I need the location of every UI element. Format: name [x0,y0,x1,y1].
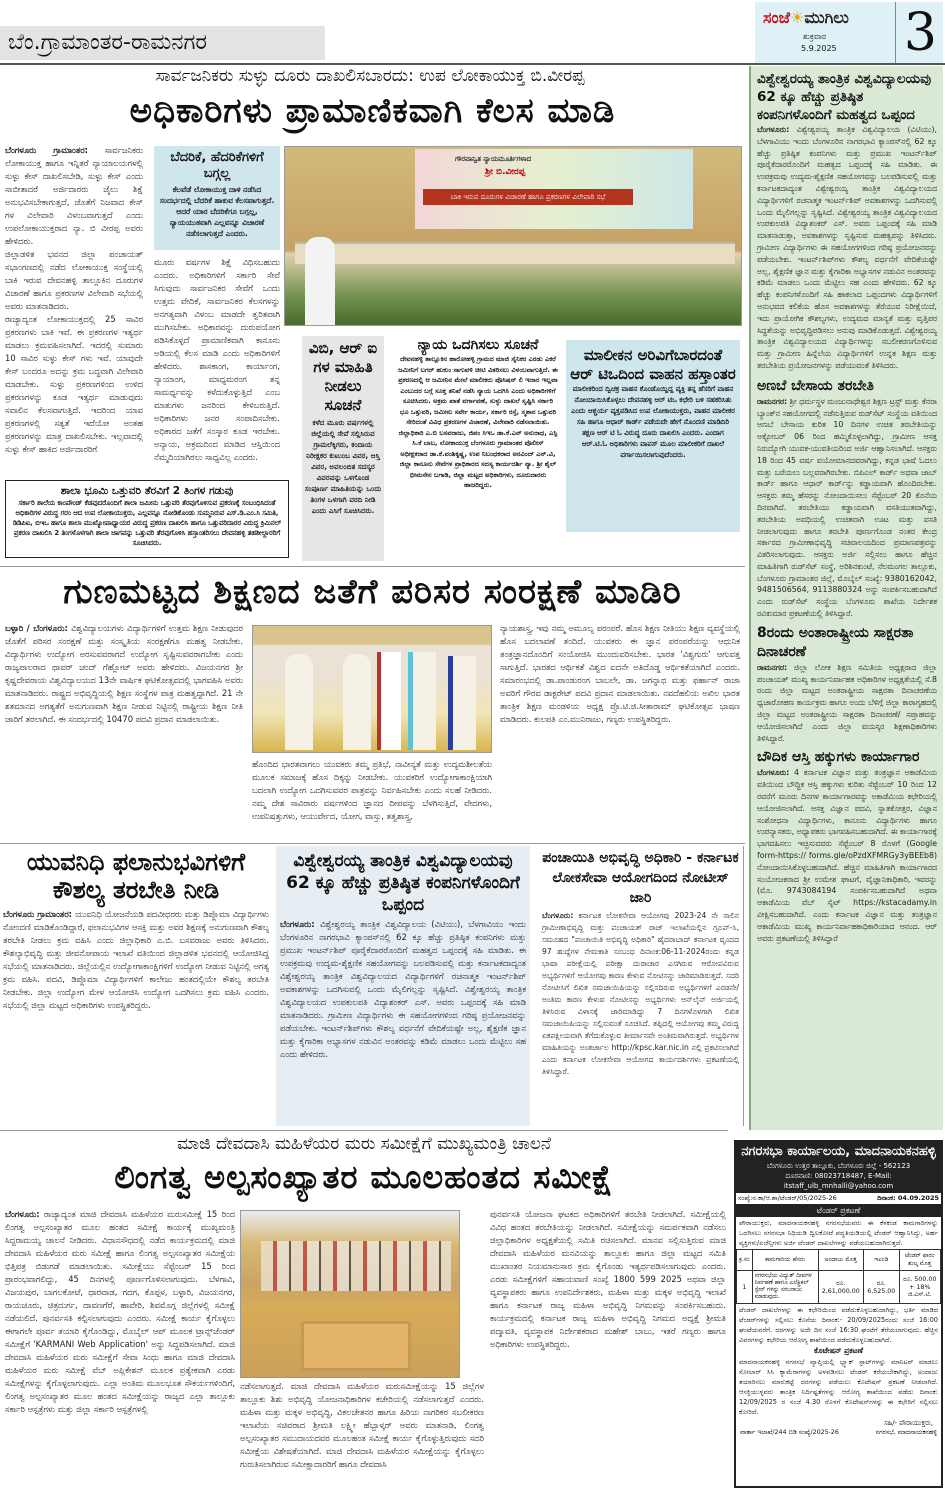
table-header: ಕ್ರ.ಸಂ [737,1250,753,1271]
school-box-text: ಸರ್ಕಾರಿ ಶಾಲೆಯ ಕಾಂಪೌಂಡ್ ಕೆಡವುದರೊಂದಿಗೆ ಶಾಲಾ ಜಮೀನು ಒತ್ತುವರಿ ತೆರವುಗೊಳಿಸುವ ಪ್ರಕರಣಕ್ಕೆ ಸಂಬಂಧಿಸಿದಂತೆ ಅಧಿಕಾರಿಗಳ ವಿರುದ್ಧ ಗರಂ ಆದ ಉಪ ಲೋಕಾಯುಕ್ತರು, ಎಲ್ಲವನ್ನೂ ನೋಡಿಕೊಂಡು ಸುಮ್ಮನಿರುವ ಎಸ್.ಡಿ.ಎಂ.ಸಿ ಸಮಿತಿ, ಡಿಡಿಪಿಐ, ಬಿಇಒ ಹಾಗೂ ಶಾಲಾ ಮುಖ್ಯೋಪಾಧ್ಯಾಯರ ವಿರುದ್ಧ ಪ್ರಕರಣ ದಾಖಲಿಸಿ ಹಾಗೂ ಒತ್ತುವರಿದಾರರ ವಿರುದ್ಧ ಕ್ರಿಮಿನಲ್ ಪ್ರಕರಣ ದಾಖಲಿಸಿ 2 ತಿಂಗಳೊಳಗಾಗಿ ಶಾಲಾ ಜಾಗವನ್ನು ಒತ್ತುವರಿ ತೆರವುಗೊಳಿಸಿ ಹಸ್ತಾಂತರಿಸಲು ದೇವನಹಳ್ಳಿ ತಹಶೀಲ್ದಾರರಿಗೆ ಸೂಚಿಸಿದರು. [12,499,282,547]
story2-col3: ನ್ಯಾಯಶಾಸ್ತ್ರ, ಇವು ನಮ್ಮ ಅಮೂಲ್ಯ ಪರಂಪರೆ. ಹೊಸ ಶಿಕ್ಷಣ ನೀತಿಯು ಶಿಕ್ಷಣ ವ್ಯವಸ್ಥೆಯಲ್ಲಿ ಹೊಸ ಬದಲಾವಣೆ ತಂದಿದೆ. ಯುವಕರು ಈ ಜ್ಞಾನ ಪರಂಪರೆಯನ್ನು ಆಧುನಿಕ ತಂತ್ರಜ್ಞಾನದೊಂದಿಗೆ ಸಂಯೋಜಿಸಿ ಮುಂದುವರಿಸಬೇಕು. ಭಾರತ 'ವಿಶ್ವಗುರು' ಆಗುವತ್ತ ಸಾಗುತ್ತಿದೆ. ಭಾರತದ ಆರ್ಥಿಕತೆ ವಿಶ್ವದ ಐದನೇ ಅತಿದೊಡ್ಡ ಆರ್ಥಿಕತೆಯಾಗಿದೆ ಎಂದರು. ಸಮಾರಂಭದಲ್ಲಿ ಡಾ.ಪಾಂಡುರಂಗ ಬಾಬಲೇ, ಡಾ. ಜಗನ್ನಾಥ ಮತ್ತು ಫರ್ಹಾನ್ ರಾಜಾ ಅವರಿಗೆ ಗೌರವ ಡಾಕ್ಟರೇಟ್ ಪದವಿ ಪ್ರದಾನ ಮಾಡಲಾಯಿತು. ನವದೆಹಲಿಯ ಅಖಿಲ ಭಾರತ ತಾಂತ್ರಿಕ ಶಿಕ್ಷಣ ಮಂಡಳಿಯ ಅಧ್ಯಕ್ಷ ಪ್ರೊ.ಟಿ.ಜಿ.ಸೀತಾರಾಮ್ ಘಟಿಕೋತ್ಸವ ಭಾಷಣ ಮಾಡಿದರು. ಕುಲಪತಿ ಎಂ.ಮುನಿರಾಜು, ಗಣ್ಯರು ಉಪಸ್ಥಿತರಿದ್ದರು. [500,623,740,724]
photo-person [377,652,401,750]
photo-person [448,656,476,750]
story4-dateline: ಬೆಂಗಳೂರು: [280,919,315,929]
callout-title: ಬೆದರಿಕೆ, ಹೆದರಿಕೆಗಳಿಗೆ ಬಗ್ಗಲ್ಲ [170,150,264,181]
story1-col1-text: ಸಾರ್ವಜನಿಕರು ಲೋಕಾಯುಕ್ತ ಹಾಗೂ ಇನ್ನಿತರೆ ನ್ಯಾಯಾಲಯಗಳಲ್ಲಿ ಸುಳ್ಳು ಕೇಸ್ ದಾಖಲಿಸಬೇಡಿ, ಸುಳ್ಳು ಕೇಸ್ ಎಂದು ಸಾಬೀತಾದರೆ ಅರ್ಜಿದಾರರು ಜೈಲು ಶಿಕ್ಷೆ ಅನುಭವಿಸಬೇಕಾಗುತ್ತದೆ, ಜೊತೆಗೆ ನಿಜವಾದ ಕೇಸ್ ಗಳ ವಿಲೇವಾರಿ ವಿಳಂಬವಾಗುತ್ತದೆ ಎಂದು ಉಪಲೋಕಾಯುಕ್ತರಾದ ನ್ಯಾ. ಬಿ ವೀರಪ್ಪ ಅವರು ಹೇಳಿದರು. [5,145,143,246]
photo-group [261,1241,451,1291]
story1-grey-box [302,336,384,561]
story1-col2: ಮೂರು ವರ್ಷಗಳ ಶಿಕ್ಷೆ ವಿಧಿಸಬಹುದು ಎಂದರು. ಅಧಿಕಾರಿಗಳಿಗೆ ಸರ್ಕಾರಿ ಸೇವೆ ಸಿಗುವುದು ಸಾರ್ವಜನಿಕರ ಸೇವೆಗೆ ಒಂದು ಉತ್ತಮ ವೇದಿಕೆ, ಸಾರ್ವಜನಿಕರ ಕೆಲಸಗಳನ್ನು ಅನಗತ್ಯವಾಗಿ ವಿಳಂಬ ಮಾಡದೇ ತ್ವರಿತವಾಗಿ ಮುಗಿಸಬೇಕು. ಅಧಿಕಾರವನ್ನು ದುರುಪಯೋಗ ಪಡಿಸಿಕೊಳ್ಳದೆ ಪ್ರಾಮಾಣಿಕವಾಗಿ ಕಾನೂನು ಅಡಿಯಲ್ಲಿ ಕೆಲಸ ಮಾಡಿ ಎಂದು ಅಧಿಕಾರಿಗಳಿಗೆ ಹೇಳಿದರು. ಶಾಸಕಾಂಗ, ಕಾರ್ಯಾಂಗ, ನ್ಯಾಯಾಂಗ, ಮಾಧ್ಯಮರಂಗ ತನ್ನ ಸಾಮರ್ಥ್ಯವನ್ನು ಕಳೆದುಕೊಳ್ಳುತ್ತಿದೆ ಎಂಬ ಮಾತುಗಳು ಜನರಿಂದ ಕೇಳಿಬರುತ್ತಿದೆ. ಅಧಿಕಾರಿಗಳು ಜನರ ಸಂಪಾದಿಸಬೇಕು. ಅಧಿಕಾರದ ಜತೆಗೆ ಸಂಸ್ಕಾರ ಕೂಡ ಇರಬೇಕು. ಅನ್ಯಾಯ, ಅಕ್ರಮದಿಂದ ಮಾಡಿದ ಆಸ್ತಿಯಿಂದ ನೆಮ್ಮದಿಯಾಗಿರಲು ಸಾಧ್ಯವಿಲ್ಲ ಎಂದರು. [154,257,280,462]
section-title: ಬೆಂ.ಗ್ರಾಮಾಂತರ-ರಾಮನಗರ [0,26,325,60]
table-cell: ರೂ. 500.00 + 18% ಜಿ.ಎಸ್.ಟಿ. [899,1271,940,1304]
sidebar-mushroom-text: ಶ್ರೀ ಧರ್ಮಸ್ಥಳ ಮಂಜುನಾಥೇಶ್ವರ ಶಿಕ್ಷಣ ಟ್ರಸ್ಟ್ ಮತ್ತು ಕೆನರಾ ಬ್ಯಾಂಕ್‌ನ ಸಹಯೋಗದಲ್ಲಿ ನಡೆಸುತ್ತಿರುವ ರುಡ್‌ಸೆಟ್ ಸಂಸ್ಥೆಯ ವತಿಯಿಂದ ಅಣಬೆ ಬೇಸಾಯ ಕುರಿತ 10 ದಿನಗಳ ಉಚಿತ ತರಬೇತಿಯನ್ನು ಅಕ್ಟೋಬರ್ 06 ರಿಂದ ಹಮ್ಮಿಕೊಳ್ಳಲಾಗಿದ್ದು, ಗ್ರಾಮೀಣ ಆಸಕ್ತ ನಿರುದ್ಯೋಗಿ ಯುವಕ-ಯುವತಿಯರಿಂದ ಅರ್ಜಿ ಆಹ್ವಾನಿಸಲಾಗಿದೆ. ಆಸಕ್ತರು 18 ರಿಂದ 45 ವರ್ಷ ವಯೋಮಾನದವರಾಗಿದ್ದು, ಕನ್ನಡ ಭಾಷೆ ಓದಲು ಮತ್ತು ಬರೆಯಲು ಬಲ್ಲವರಾಗಿರಬೇಕು. ಬಿಪಿಎಲ್ ಕಾರ್ಡ್ ಅಥವಾ ಜಾಬ್ ಕಾರ್ಡ್ ಹಾಗೂ ಆಧಾರ್ ಕಾರ್ಡ್‌ನ್ನು ಕಡ್ಡಾಯವಾಗಿ ಹೊಂದಿರಬೇಕು. ಆಸಕ್ತರು ತಮ್ಮ ಹೆಸರನ್ನು ನೋಂದಾಯಿಸಲು ಸೆಪ್ಟೆಂಬರ್ 20 ಕೊನೆಯ ದಿನವಾಗಿದೆ. ತರಬೇತಿಯು ಕಡ್ಡಾಯವಾಗಿ ವಸತಿಯುತವಾಗಿದ್ದು, ತರಬೇತಿಯ ಅವಧಿಯಲ್ಲಿ ಉಚಿತವಾಗಿ ಊಟ ಮತ್ತು ವಸತಿ ನೀಡಲಾಗುವುದು ಹಾಗೂ ತರಬೇತಿ ಪೂರ್ಣಗೊಂಡ ನಂತರ ಕೇಂದ್ರ ಸರ್ಕಾರದ ಗ್ರಾಮೀಣಾಭಿವೃದ್ಧಿ ಸಚಿವಾಲಯದಿಂದ ಪ್ರಮಾಣಪತ್ರವನ್ನು ವಿತರಿಸಲಾಗುವುದು. ಆಸಕ್ತರು ಅರ್ಜಿ ಸಲ್ಲಿಸಲು ಹಾಗೂ ಹೆಚ್ಚಿನ ಮಾಹಿತಿಗಾಗಿ ರುಡ್‌ಸೆಟ್ ಸಂಸ್ಥೆ, ಅರಿಶಿನಕುಂಟೆ, ನೆಲಮಂಗಲ ತಾಲ್ಲೂಕು, ಬೆಂಗಳೂರು ಗ್ರಾಮಾಂತರ ಜಿಲ್ಲೆ, ಮೊಬೈಲ್ ಸಂಖ್ಯೆ: 9380162042, 9481506564, 9113880324 ಅನ್ನು ಸಂಪರ್ಕಿಸಬಹುದಾಗಿದೆ ಎಂದು ರುಡ್‌ಸೆಟ್ ಸಂಸ್ಥೆಯ ಬೆಂಗಳೂರು ಶಾಖೆಯ ನಿರ್ದೇಶಕ ರವಿಕುಮಾರ ಪ್ರಕಟಣೆಯಲ್ಲಿ ತಿಳಿಸಿದ್ದಾರೆ. [757,396,937,619]
photo-person-standing [305,237,335,325]
story4-headline: ವಿಶ್ವೇಶ್ವರಯ್ಯ ತಾಂತ್ರಿಕ ವಿಶ್ವವಿದ್ಯಾಲಯವು 62 ಕ್ಕೂ ಹೆಚ್ಚು ಪ್ರತಿಷ್ಠಿತ ಕಂಪನಿಗಳೊಂದಿಗೆ ಒಪ್ಪಂದ [286,851,520,915]
table-header: ಇಎಂಡಿ [864,1250,900,1271]
notice-section-title: ಟೆಂಡರ್ ಪ್ರಕಟಣೆ [736,1205,941,1217]
story1-col1c-text: ರಾಜ್ಯಾದ್ಯಂತ ಲೋಕಾಯುಕ್ತದಲ್ಲಿ 25 ಸಾವಿರ ಪ್ರಕರಣಗಳು ಬಾಕಿ ಇವೆ. ಈ ಪ್ರಕರಣಗಳ ಇತ್ಯರ್ಥ ಮಾಡಲು ಕ್ರಮವಹಿಸಲಾಗಿದೆ. ಇದರಲ್ಲಿ ಸುಮಾರು 10 ಸಾವಿರ ಸುಳ್ಳು ಕೇಸ್ ಗಳು ಇವೆ. ಯಾವುದೇ ಕೇಸ್ ಬಂದರೂ ಅದನ್ನು ಕ್ರಮ ಬದ್ಧವಾಗಿ ವಿಲೇವಾರಿ ಮಾಡಬೇಕು. ಸುಳ್ಳು ಪ್ರಕರಣಗಳಿಂದ ಉಳಿದ ಪ್ರಕರಣಗಳನ್ನು ಕೂಡ ಇತ್ಯರ್ಥ ಮಾಡುವುದು ಸವಾಲಿನ ಕೆಲಸವಾಗುತ್ತಿದೆ. ಇದರಿಂದ ಯಾವ ಪ್ರಕರಣಗಳಲ್ಲಿ ಸತ್ಯತೆ ಇದೆಯೋ ಅಂತಹ ಪ್ರಕರಣಗಳನ್ನು ಮಾತ್ರ ದಾಖಲಿಸಬೇಕು. ಇಲ್ಲವಾದಲ್ಲಿ ಸುಳ್ಳು ಕೇಸ್ ಹಾಕಿದ ಅರ್ಜಿದಾರರಿಗೆ [5,314,143,454]
story2-headline: ಗುಣಮಟ್ಟದ ಶಿಕ್ಷಣದ ಜತೆಗೆ ಪರಿಸರ ಸಂರಕ್ಷಣೆ ಮಾಡಿರಿ [63,572,682,612]
story1-rto-box [566,340,740,532]
story1-col1b-text: ಜಿಲ್ಲಾಡಳಿತ ಭವನದ ಜಿಲ್ಲಾ ಪಂಚಾಯತ್ ಸಭಾಂಗಣದಲ್ಲಿ ನಡೆದ ಲೋಕಾಯುಕ್ತ ಸಂಸ್ಥೆಯಲ್ಲಿ ಬಾಕಿ ಇರುವ ದೇವನಹಳ್ಳಿ ತಾಲ್ಲೂಕಿನ ದೂರುಗಳ ವಿಚಾರಣೆ ಹಾಗೂ ಪ್ರಕರಣಗಳ ವಿಲೇವಾರಿ ಸಭೆಯಲ್ಲಿ ಅವರು ಮಾತನಾಡಿದರು. [5,249,143,311]
banner-line1: ಗೌರವಾನ್ವಿತ ನ್ಯಾಯಮೂರ್ತಿಗಳಾದ [455,155,532,163]
table-cell: 1 [737,1271,753,1304]
sidebar-ip-text: 4 ಕರ್ನಾಟಕ ವಿಜ್ಞಾನ ಮತ್ತು ತಂತ್ರಜ್ಞಾನ ಅಕಾಡೆಮಿಯ ವತಿಯಿಂದ ಬೌದ್ಧಿಕ ಆಸ್ತಿ ಹಕ್ಕುಗಳು ಕುರಿತು ಸೆಪ್ಟೆಂಬರ್ 10 ರಿಂದ 12 ರವರೆಗೆ ಮೂರು ದಿನಗಳ ಕಾರ್ಯಾಗಾರವನ್ನು ಅಕಾಡೆಮಿಯ ಕಛೇರಿಯಲ್ಲಿ ಆಯೋಜಿಸಲಾಗಿದೆ. ಆಸಕ್ತ ವಿಜ್ಞಾನ ಪದವಿ, ಸ್ನಾತಕೋತ್ತರ, ವಿಜ್ಞಾನ ಸಂಶೋಧನಾ ವಿದ್ಯಾರ್ಥಿಗಳು, ಕಾನೂನು ವಿದ್ಯಾರ್ಥಿಗಳು ಹಾಗೂ ಉಪನ್ಯಾಸಕರು, ಅಧ್ಯಾಪಕರು ಭಾಗವಹಿಸಬಹುದಾಗಿದೆ. ಈ ಕಾರ್ಯಾಗಾರಕ್ಕೆ ಭಾಗವಹಿಸಲು ಇಚ್ಛಿಸುವವರು ಸೆಪ್ಟೆಂಬರ್ 8 ರೊಳಗೆ (Google form-https:// forms.gle/oPzdXFMRGy3yBEEb8) ನೋಂದಾಯಿಸಿಕೊಳ್ಳಬಹುದಾಗಿದೆ. ಹೆಚ್ಚಿನ ಮಾಹಿತಿಗಾಗಿ ಕಾರ್ಯಾಗಾರದ ಸಂಯೋಜಕರಾದ ಶ್ರೀ ಉಮೇಶ ಘಾಟಗೆ, ವೈಜ್ಞಾನಿಕಾಧಿಕಾರಿ, ಇವರನ್ನು (ಮೊ. 9743084194 ಸಂಪರ್ಕಿಸಬಹುದಾಗಿದೆ ಅಥವಾ ಅಕಾಡೆಮಿಯ ವೆಬ್ ಸೈಟ್ https://kstacadamy.in ವೀಕ್ಷಿಸಬಹುದಾಗಿದೆ. ಎಂದು ಕರ್ನಾಟಕ ವಿಜ್ಞಾನ ಮತ್ತು ತಂತ್ರಜ್ಞಾನ ಅಕಾಡೆಮಿಯ ಮುಖ್ಯ ಕಾರ್ಯನಿರ್ವಾಹಕಾಧಿಕಾರಿಯಾದ ಆನಂದ. ಆರ್ ಅವರು ಪ್ರಕಟಣೆಯಲ್ಲಿ ತಿಳಿಸಿದ್ದಾರೆ [757,768,937,943]
notice-footer [736,1428,941,1438]
notice-intro: ಪೌರಾಯುಕ್ತರು, ಮಾದನಾಯಕನಹಳ್ಳಿ ನಗರಸಭೆಯವರು ಈ ಕೆಳಕಂಡ ಕಾಮಗಾರಿಗಳನ್ನು ಒದಗಿಸಲು ನಗರಸಭಾ ನಿಧಿಯಡಿ ದ್ವಿಲಕೋಟೆ ಪದ್ಧತಿಯಡಿಯಲ್ಲಿ ಟೆಂಡರ್ ಆಹ್ವಾನಿಸಿದ್ದು, ಅರ್ಹ ವ್ಯಕ್ತಿಗಳು/ಏಜೆನ್ಸಿಗಳು ಅರ್ಜಿ ಟೆಂಡರ್ ದಾಖಲೆಗಳನ್ನು ಪಡೆಯಬಹುದಾಗಿರುತ್ತದೆ. [739,1219,938,1247]
photo-person [343,654,371,750]
sidebar-mushroom-title: ಅಣಬೆ ಬೇಸಾಯ ತರಬೇತಿ [757,377,874,394]
divider [0,566,745,567]
notice-date: ದಿನಾಂಕ: 04.09.2025 [877,1194,939,1202]
story1-dateline: ಬೆಂಗಳೂರು ಗ್ರಾಮಾಂತರ: [5,145,88,155]
sidebar-ip-title: ಬೌದಿಕ ಆಸ್ತಿ ಹಕ್ಕುಗಳು ಕಾರ್ಯಾಗಾರ [757,749,920,766]
story5 [538,846,744,1126]
divider [0,1130,728,1131]
sidebar-literacy-dateline: ರಾಮನಗರ: [757,662,788,672]
notice-contact: ದೂರವಾಣಿ: 08023718487, E-Mail: itstaff_ulb_mnhalli@yahoo.com [736,1171,941,1193]
story2-col2: ಹೊಂದಿದ ಭಾರತವಾಗಲು ಯುವಕರು ತಮ್ಮ ಪ್ರತಿಭೆ, ನಾವೀನ್ಯತೆ ಮತ್ತು ಉದ್ಯಮಶೀಲತೆಯ ಮೂಲಕ ಸಮಾಜಕ್ಕೆ ಹೊಸ ದಿಕ್ಕನ್ನು ನೀಡಬೇಕು. ಯುವಕರಿಗೆ ಉದ್ಯೋಗಾಕಾಂಕ್ಷಿಯಾಗಿ ಬದಲಾಗಿ ಉದ್ಯೋಗ ಒದಗಿಸುವವರ ಪಾತ್ರವನ್ನು ನಿರ್ವಹಿಸಬೇಕು ಎಂದು ಸಲಹೆ ನೀಡಿದರು. ನಮ್ಮ ದೇಶ ಸಾವಿರಾರು ವರ್ಷಗಳಿಂದ ಜ್ಞಾನದ ದೀಪವನ್ನು ಬೆಳಗಿಸುತ್ತಿದೆ, ವೇದಗಳು, ಉಪನಿಷತ್ತುಗಳು, ಆಯುರ್ವೇದ, ಯೋಗ, ವಾಸ್ತು, ತತ್ವಶಾಸ್ತ್ರ, [252,759,492,821]
photo-person [285,654,313,750]
story1-headline: ಅಧಿಕಾರಿಗಳು ಪ್ರಾಮಾಣಿಕವಾಗಿ ಕೆಲಸ ಮಾಡಿ [129,91,616,131]
notice-ref-no: ಸಂಖ್ಯೆ:ನ.ಕಾ/ಆ.ಶಾ/ಟೆಂಡರ್/05/2025-26 [738,1194,837,1202]
divider [0,843,745,844]
story5-dateline: ಬೆಂಗಳೂರು: [542,911,574,920]
story1-photo [284,146,742,326]
justice-box-title: ನ್ಯಾಯ ಒದಗಿಸಲು ಸೂಚನೆ [417,337,539,353]
notice-title: ನಗರಸಭಾ ಕಾರ್ಯಾಲಯ, ಮಾದನಾಯಕನಹಳ್ಳಿ [736,1142,941,1161]
table-header-row [737,1250,941,1271]
story4 [276,846,530,1126]
justice-box-text: ದೇವನಹಳ್ಳಿ ತಾಲ್ಲೂಕಿನ ಹಾರೋಹಳ್ಳಿ ಗ್ರಾಮದ ಮಾಜಿ ಸೈನಿಕರ ಎರಡು ಎಕರೆ ಜಮೀನಿಗೆ ಬಗರ್ ಹುಕುಂ ಸಾಗುವಳಿ ಚೀಟಿ ವಿತರಿಸಲು ವಿಳಂಬವಾಗುತ್ತಿದೆ. ಈ ಪ್ರಕರಣದಲ್ಲಿ ಆ ಜಮೀನಿನ ಮೇಲೆ ಮಾಲೀಕರು ಪೊಸಿಷನ್ ಲಿ ಇದಾರ ಇಲ್ಲವಾ ಎಂಬುದರ ಬಗ್ಗೆ ಸೂಕ್ತ ತನಿಖೆ ನಡೆಸಿ ನ್ಯಾಯ ಒದಗಿಸಿ ಎಂದು ಅಧಿಕಾರಿಗಳಿಗೆ ಸೂಚಿಸಿದರು. ಅಕ್ರಮ ಖಾತೆ ವರ್ಗಾವಣೆ, ಸುಳ್ಳು ದಾಖಲೆ ಸೃಷ್ಟಿಸಿ ಸರ್ಕಾರಿ ಭೂ ಒತ್ತುವರಿ, ಜಮೀನು ಸರ್ವೇ ಕಾರ್ಯ, ಸರ್ಕಾರಿ ರಸ್ತೆ, ಸ್ಮಶಾನ ಒತ್ತುವರಿ ಸೇರಿದಂತೆ ವಿವಿಧ ಪ್ರಕರಣಗಳ ವಿಚಾರಣೆ, ವಿಲೇವಾರಿ ನಡೆಸಲಾಯಿತು. ಜಿಲ್ಲಾಧಿಕಾರಿ ಎ.ಬಿ ಬಸವರಾಜು, ಜಿಪಂ ಸಿಇಒ ಡಾ.ಕೆ.ಎನ್ ಅನುರಾಧ, ಎಸ್ಪಿ ಸಿ.ಕೆ ಬಾಬ, ಲೋಕಾಯುಕ್ತ ಬೆಂಗಳೂರು ಗ್ರಾಮಾಂತರ ಪೊಲೀಸ್ ಅಧೀಕ್ಷಕರಾದ ಡಾ.ಕೆ.ವಂಶಿಕೃಷ್ಣ, ಉಪ ನಿಬಂಧಕರಾದ ಅರವಿಂದ್ ಎನ್.ವಿ, ಜಿಲ್ಲಾ ಕಾನೂನು ಸೇವೆಗಳ ಪ್ರಾಧಿಕಾರದ ಸದಸ್ಯ ಕಾರ್ಯದರ್ಶಿ ನ್ಯಾ. ಶ್ರೀ ಶೈಲ್ ಭೀಮಸೇನ ಬಗಾಡಿ, ಜಿಲ್ಲಾ ಮಟ್ಟದ ಅಧಿಕಾರಿಗಳು, ದೂರುದಾರರು ಹಾಜರಿದ್ದರು. [398,355,558,489]
callout-text: ಕೆಲವೆಡೆ ಲೋಕಾಯುಕ್ತ ದಾಳಿ ನಡೆಸಿದ ಸಂದರ್ಭದಲ್ಲಿ ಬೆದರಿಕೆ ಹಾಕುವ ಕೆಲಸವಾಗುತ್ತದೆ. ಆದರೆ ಯಾರ ಬೆದರಿಕೆಗೂ ಬಗ್ಗಲ್ಲ, ನ್ಯಾಯಯುತವಾಗಿ ಎಲ್ಲವನ್ನೂ ವಿಚಾರಣೆ ನಡೆಸಲಾಗುತ್ತದೆ ಎಂದರು. [159,185,275,238]
story3-text: ಯುವನಿಧಿ ಯೋಜನೆಯಡಿ ಪದವೀಧರರು ಮತ್ತು ಡಿಪ್ಲೊಮಾ ವಿದ್ಯಾರ್ಥಿಗಳು ನೋಂದಣಿ ಮಾಡಿಕೊಂಡಿದ್ದಾರೆ, ಫಲಾನುಭವಿಗಳ ಆಸಕ್ತಿ ಮತ್ತು ಅವರ ಶಿಕ್ಷಣಕ್ಕೆ ಅನುಗುಣವಾಗಿ ಕೌಶಲ್ಯ ತರಬೇತಿ ನೀಡಲು ಕ್ರಮ ವಹಿಸಿ ಎಂದು ಜಿಲ್ಲಾಧಿಕಾರಿ ಎ.ಬಿ. ಬಸವರಾಜು ಅವರು ತಿಳಿಸಿದರು. ಕೌಶಲ್ಯಾಭಿವೃದ್ಧಿ ಮತ್ತು ಜೀವನೋಪಾಯ ಇಲಾಖೆ ವತಿಯಿಂದ ಜಿಲ್ಲಾಡಳಿತ ಭವನದಲ್ಲಿ ಆಯೋಜಿಸಿದ್ದ ಸಭೆಯಲ್ಲಿ ಮಾತನಾಡಿದರು. ಜಿಲ್ಲೆಯಲ್ಲಿನ ಉದ್ಯೋಗಾಕಾಂಕ್ಷಿಗಳಿಗೆ ಉದ್ಯೋಗ ನೀಡುವ ನಿಟ್ಟಿನಲ್ಲಿ ಅಗತ್ಯ ಕ್ರಮ ವಹಿಸಿ. ಪದವಿ, ಡಿಪ್ಲೊಮಾ ವಿದ್ಯಾರ್ಥಿಗಳಿಗೆ ಕಾಲೇಜು ಹಂತದಲ್ಲಿಯೇ ಕೌಶಲ್ಯ ತರಬೇತಿ ನೀಡಬೇಕು. ಜಿಲ್ಲಾ ಉದ್ಯೋಗ ಮೇಳ ಆಯೋಜಿಸಿ ಉದ್ಯೋಗ ಒದಗಿಸಲು ಕ್ರಮ ವಹಿಸಿ ಎಂದರು. ಸಭೆಯಲ್ಲಿ ಜಿಲ್ಲಾ ಮಟ್ಟದ ಅಧಿಕಾರಿಗಳು ಉಪಸ್ಥಿತರಿದ್ದರು. [3,909,269,1010]
story4-body [280,918,526,1061]
table-row [737,1271,941,1304]
notice-footer-ref: ವಾರ್ತಾ ಇಲಾಖೆ/244 ಬಿಡಿ ಸಂಖ್ಯೆ/2025-26 [740,1429,839,1436]
sidebar-literacy-body [757,662,937,745]
newspaper-logo [763,8,849,28]
tender-notice [734,1140,943,1488]
story3-body [3,908,269,1012]
banner-main: ಬಾಕಿ ಇರುವ ದೂರುಗಳ ವಿಚಾರಣೆ ಹಾಗೂ ಪ್ರಕರಣಗಳ ವಿಲೇವಾರಿ ಸಭೆ [423,189,633,205]
story6-dateline: ಬೆಂಗಳೂರು: [5,1209,40,1219]
notice-address: ಬೆಂಗಳೂರು ಉತ್ತರ ತಾಲ್ಲೂಕು, ಬೆಂಗಳೂರು ಜಿಲ್ಲೆ - 562123 [736,1161,941,1171]
story6-col1 [5,1208,235,1491]
sidebar-mushroom-dateline: ರಾಮನಗರ: [757,396,788,406]
notice-signature2: ನಗರಸಭೆ, ಮಾದನಾಯಕನಹಳ್ಳಿ [875,1429,937,1436]
story2-col1 [5,622,243,838]
photo-backdrop-banner [415,149,693,229]
story3 [3,848,269,1126]
photo-person [408,652,436,750]
story5-headline: ಪಂಚಾಯಿತಿ ಅಭಿವೃದ್ಧಿ ಅಧಿಕಾರಿ - ಕರ್ನಾಟಕ ಲೋಕಸೇವಾ ಆಯೋಗದಿಂದ ನೋಟೀಸ್ ಜಾರಿ [542,850,739,906]
sidebar-vtu-dateline: ಬೆಂಗಳೂರು: [757,125,790,134]
photo-conference-table [301,1321,411,1371]
sun-icon: ☀ [789,8,805,27]
table-cell: ರೂ. 6,525.00 [864,1271,900,1304]
story5-body [542,910,739,1078]
top-rule [0,63,945,65]
story2-dateline: ಬಳ್ಳಾರಿ / ಬೆಂಗಳೂರು: [5,623,68,633]
notice-para3: ಮಾದನಾಯಕನಹಳ್ಳಿ ನಗರಸಭೆ ವ್ಯಾಪ್ತಿಯಲ್ಲಿ ಬ್ಲ್ಯಾಕ್ ಸ್ಪಾಟ್‌ಗಳನ್ನು ಮಾನಿಟರ್ ಮಾಡಲು ಸೋಲಾರ್ ಸಿಸಿ ಕ್ಯಾಮೆರಾಗಳನ್ನು ಅಳವಡಿಸಲು ಟೆಂಡರ್ ಕರೆಯಬೇಕಾಗಿದ್ದು, ಅಂದಾಜು ತಯಾರಿಸಲು ಮಾರುಕಟ್ಟೆ ದರಗಳನ್ನು ಪಡೆಯಲು ಕೊಟೇಷನ್ ಪ್ರಕಟಣೆ ನೀಡಲಾಗಿದೆ. ಆಸಕ್ತಿಯುಳ್ಳವರು ತಾಂತ್ರಿಕ ನಿರ್ದಿಷ್ಟತೆಗಳನ್ನು ಆರೋಗ್ಯ ಶಾಖೆಯಿಂದ ಪಡೆದು ದಿನಾಂಕ: 12/09/2025 ರ ಸಂಜೆ 4.30 ರೊಳಗೆ ಕೊಟೇಷನ್‌ಗಳನ್ನು ಈ ಕಛೇರಿಗೆ ಸಲ್ಲಿಸಲು ಕೋರಿದೆ. [739,1358,938,1416]
masthead [755,2,943,64]
notice-signature1: ಸಹಿ/- ಪೌರಾಯುಕ್ತರು, [883,1419,933,1427]
table-cell: ರೂ. 2,61,000.00 [818,1271,864,1304]
page-number: 3 [895,2,937,64]
logo-dark: ಮುಗಿಲು [804,8,849,27]
logo-red: ಸಂಜೆ [763,8,790,27]
story1-callout [154,146,280,250]
table-header: ಕಾಮಗಾರಿಯ ಹೆಸರು [752,1250,818,1271]
school-box-title: ಶಾಲಾ ಭೂಮಿ ಒತ್ತುವರಿ ತೆರವಿಗೆ 2 ತಿಂಗಳ ಗಡುವು [60,485,234,497]
story2-photo [252,625,492,753]
sidebar-ip-body [757,767,937,944]
sidebar-vtu-text: ವಿಶ್ವೇಶ್ವರಯ್ಯ ತಾಂತ್ರಿಕ ವಿಶ್ವವಿದ್ಯಾಲಯ (ವಿಟಿಯು), ಬೆಳಗಾವಿಯು ಇಂದು ಬೆಂಗಳೂರಿನ ನಾಗರಭಾವಿ ಕ್ಯಾಂಪಸ್‌ನಲ್ಲಿ 62 ಕ್ಕೂ ಹೆಚ್ಚು ಪ್ರತಿಷ್ಠಿತ ಕಂಪನಿಗಳು ಮತ್ತು ಪ್ರಮುಖ ಇಂಟರ್ನ್‌ಶಿಪ್ ಪೂರೈಕೆದಾರರೊಂದಿಗೆ ಮಹತ್ವದ ಒಪ್ಪಂದಕ್ಕೆ ಸಹಿ ಮಾಡಿತು. ಈ ಉಪಕ್ರಮವು ಉದ್ಯಮ-ಶೈಕ್ಷಣಿಕ ಸಹಯೋಗವನ್ನು ಬಲಪಡಿಸುವಲ್ಲಿ ಮತ್ತು ಕರ್ನಾಟಕದಾದ್ಯಂತ ವಿಶ್ವೇಶ್ವರಯ್ಯ ತಾಂತ್ರಿಕ ವಿಶ್ವವಿದ್ಯಾಲಯದ ವಿದ್ಯಾರ್ಥಿಗಳಿಗೆ ರಚನಾತ್ಮಕ ಇಂಟರ್ನ್‌ಶಿಪ್ ಅವಕಾಶಗಳನ್ನು ಒದಗಿಸುವಲ್ಲಿ ಒಂದು ಮೈಲಿಗಲ್ಲನ್ನು ಸೃಷ್ಟಿಸಿದೆ. ವಿಶ್ವೇಶ್ವರಯ್ಯ ತಾಂತ್ರಿಕ ವಿಶ್ವವಿದ್ಯಾಲಯದ ಉಪಕುಲಪತಿ ವಿದ್ಯಾಶಂಕರ್ ಎಸ್. ಅವರು ಒಪ್ಪಂದಕ್ಕೆ ಸಹಿ ಮಾಡಿ ಮಾತನಾಡುತ್ತಾ, ಅವಕಾಶಗಳನ್ನು ಸೃಷ್ಟಿಸುವ ಮಹತ್ವವನ್ನು ತಿಳಿಸಿದರು. ಗ್ರಾಮೀಣ ವಿದ್ಯಾರ್ಥಿಗಳು ಈ ಸಹಯೋಗಗಳಿಂದ ಗರಿಷ್ಠ ಪ್ರಯೋಜನವನ್ನು ಪಡೆಯಬೇಕು. ಇಂಟರ್ನ್‌ಶಿಪ್‌ಗಳು ಕೌಶಲ್ಯ ವರ್ಧನೆಗೆ ವೇದಿಕೆಯಷ್ಟೇ ಅಲ್ಲ, ಶೈಕ್ಷಣಿಕ ಜ್ಞಾನ ಮತ್ತು ಕೈಗಾರಿಕಾ ಅಭ್ಯಾಸಗಳ ನಡುವಿನ ಅಂತರವನ್ನು ಕಡಿಮೆ ಮಾಡಲು ಒಂದು ಮೆಟ್ಟಿಲು ಸಹ ಎಂದು ಹೇಳಿದರು. 62 ಕ್ಕೂ ಹೆಚ್ಚು ಕಂಪನಿಗಳೊಂದಿಗೆ ಸಹಿ ಹಾಕಲಾದ ಒಪ್ಪಂದಗಳು ವಿದ್ಯಾರ್ಥಿಗಳಿಗೆ ಅನುಭವದ ಕಲಿಕೆಯ ಹೊಸ ಅವಕಾಶಗಳನ್ನು ತೆರೆಯುವ ನಿರೀಕ್ಷೆಯಿದೆ, ಇದು ಪ್ರಾಯೋಗಿಕ ಕೌಶಲ್ಯಗಳು, ಉದ್ಯಮದ ಮಾನ್ಯತೆ ಮತ್ತು ವೃತ್ತಿಪರ ಸಿದ್ಧತೆಯನ್ನು ಅಭಿವೃದ್ಧಿಪಡಿಸಲು ಅನುವು ಮಾಡಿಕೊಡುತ್ತದೆ. ವಿಶ್ವೇಶ್ವರಯ್ಯ ತಾಂತ್ರಿಕ ವಿಶ್ವವಿದ್ಯಾಲಯದ ವಿದ್ಯಾರ್ಥಿಗಳನ್ನು ಸಬಲೀಕರಣಗೊಳಿಸುವ ಮತ್ತು ಗ್ರಾಮೀಣ ಹಿನ್ನೆಲೆಯ ವಿದ್ಯಾರ್ಥಿಗಳಿಗೆ ಉನ್ನತ ಶಿಕ್ಷಣ ಮತ್ತು ತರಬೇತಿಯ ಪ್ರಯೋಜನಗಳನ್ನು ಪಡೆಯುವಂತೆ ತಿಳಿಸಿದರು. [757,125,937,370]
story1-justice-box [398,336,558,561]
issue-day: ಶುಕ್ರವಾರ [803,32,827,41]
sidebar-literacy-text: ಜಿಲ್ಲಾ ಲೋಕ ಶಿಕ್ಷಣ ಸಮಿತಿಯ ಅಧ್ಯಕ್ಷರಾದ ಜಿಲ್ಲಾ ಪಂಚಾಯತ್ ಮುಖ್ಯ ಕಾರ್ಯನಿರ್ವಾಹಕ ಅಧಿಕಾರಿಗಳ ಅಧ್ಯಕ್ಷತೆಯಲ್ಲಿ ಸೆ.8 ರಂದು ಜಿಲ್ಲಾ ಮಟ್ಟದ ಅಂತರಾಷ್ಟ್ರೀಯ ಸಾಕ್ಷರತಾ ದಿನಾಚರಣೆಯ ಧ್ವಜಾರೋಹಣ ಕಾರ್ಯಕ್ರಮ ಹಾಗೂ ಅಂದು ಬೆಳಿಗ್ಗೆ ಜಿಲ್ಲಾ ಕಾರಾಗೃಹದಲ್ಲಿ ಜಿಲ್ಲಾ ಮಟ್ಟದ ಅಂತರಾಷ್ಟ್ರೀಯ ಸಾಕ್ಷರತಾ ದಿನಾಚರಣೆ/ ಸಪ್ತಾಹವನ್ನು ಆಯೋಜಿಸಲಾಗಿದೆ ಎಂದು ಜಿಲ್ಲಾ ವಯಸ್ಕರ ಶಿಕ್ಷಣಾಧಿಕಾರಿಗಳು ತಿಳಿಸಿದ್ದಾರೆ. [757,662,937,743]
story5-text: ಕರ್ನಾಟಕ ಲೋಕಸೇವಾ ಆಯೋಗವು 2023-24 ನೇ ಸಾಲಿನ ಗ್ರಾಮೀಣಾಭಿವೃದ್ಧಿ ಮತ್ತು ಪಂಚಾಯತ್ ರಾಜ್ ಇಲಾಖೆಯಲ್ಲಿನ ಗ್ರೂಪ್-ಸಿ, ಸಮೂಹದ "ಪಂಚಾಯಿತಿ ಅಭಿವೃದ್ಧಿ ಅಧಿಕಾರಿ" ಹೈದರಾಬಾದ್ ಕರ್ನಾಟಕ ವೃಂದದ 97 ಹುದ್ದೆಗಳ ನೇಮಕಾತಿ ಸಂಬಂಧ ದಿನಾಂಕ:06-11-2024ರಂದು ಕನ್ನಡ ಭಾಷಾ ಪರೀಕ್ಷೆಯಲ್ಲಿ ಪರೀಕ್ಷಾ ದುರಾಚಾರ ಎಸಗಿರುವ ಆರೋಪವಿರುವ ಅಭ್ಯರ್ಥಿಗಳಿಗೆ ಆಯೋಗವು ಕಾರಣ ಕೇಳುವ ನೋಟಿಸನ್ನು ಜಾರಿಮಾಡಿರುತ್ತದೆ. ಸದರಿ ನೋಟೀಸಿಗೆ ಲಿಖಿತ ಸಮಜಾಯಿಷಿಯನ್ನು ಸಲ್ಲಿಸದಿರುವ ಅಭ್ಯರ್ಥಿಗಳಿಗೆ ಎರಡನೇ/ ಅಂತಿಮ ಕಾರಣ ಕೇಳುವ ನೋಟೀಸನ್ನು ಅಭ್ಯರ್ಥಿಗಳು ಆನ್‌ಲೈನ್ ಅರ್ಜಿಯಲ್ಲಿ ತಿಳಿಸಿರುವ ವಿಳಾಸಕ್ಕೆ ಜಾರಿಮಾಡಿದ್ದು 7 ದಿನಗಳೊಳಗಾಗಿ ಲಿಖಿತ ಸಮಜಾಯಿಷಿಯನ್ನು ಸಲ್ಲಿಸುವಂತೆ ಸೂಚಿಸಿದೆ. ತಪ್ಪಿದಲ್ಲಿ ಆಯೋಗವು ತಮ್ಮ ವಿರುದ್ಧ ಏಕಪಕ್ಷೀಯವಾಗಿ ತೆಗೆದುಕೊಳ್ಳುವ ತೀರ್ಮಾನವೇ ಅಂತಿಮವಾಗಿರುತ್ತದೆ. ಅಭ್ಯರ್ಥಿಗಳ ಮಾಹಿತಿಯನ್ನು ಅಂತರ್ಜಾಲ http://kpsc.kar.nic.in ನಲ್ಲಿ ಪ್ರಕಟಿಸಲಾಗಿದೆ ಎಂದು ಕರ್ನಾಟಕ ಲೋಕಸೇವಾ ಆಯೋಗದ ಕಾರ್ಯದರ್ಶಿಗಳು ಪ್ರಕಟಣೆಯಲ್ಲಿ ತಿಳಿಸಿದ್ದಾರೆ. [542,911,739,1076]
story3-headline: ಯುವನಿಧಿ ಫಲಾನುಭವಿಗಳಿಗೆ ಕೌಶಲ್ಯ ತರಬೇತಿ ನೀಡಿ [26,848,246,904]
tender-table [736,1249,941,1304]
notice-ref-row [736,1193,941,1205]
story6-kicker: ಮಾಜಿ ದೇವದಾಸಿ ಮಹಿಳೆಯರ ಮರು ಸಮೀಕ್ಷೆಗೆ ಮುಖ್ಯಮಂತ್ರಿ ಚಾಲನೆ [177,1134,551,1154]
table-cell: ನಗರಸಭೆಯ ವಿದ್ಯುತ್ ದೀಪಗಳ ನಿರ್ವಹಣೆ ಹಾಗೂ ಎಲೆಕ್ಟ್ರಿಕಲ್ ಸ್ಪೇರ್ ಗಳನ್ನು ಸರಬರಾಜು ಮಾಡುವುದು. [752,1271,818,1304]
story1-col1 [5,144,143,476]
story2-col1-text: ವಿಶ್ವವಿದ್ಯಾಲಯಗಳು ವಿದ್ಯಾರ್ಥಿಗಳಿಗೆ ಉತ್ತಮ ಶಿಕ್ಷಣ ನೀಡುವುದರ ಜೊತೆಗೆ ಪರಿಸರ ಸಂರಕ್ಷಣೆ ಮತ್ತು ಸಂಸ್ಕೃತಿಯ ಸಂರಕ್ಷಣೆಗೂ ಮಹತ್ವ ನೀಡಬೇಕು. ವಿದ್ಯಾರ್ಥಿಗಳು ಉದ್ಯೋಗ ಅರಸುವವರಾಗದೆ ಉದ್ಯೋಗ ಸೃಷ್ಟಿಸುವವರಾಗಬೇಕು ಎಂದು ರಾಜ್ಯಪಾಲರಾದ ಥಾವರ್ ಚಂದ್ ಗೆಹ್ಲೋಟ್ ಅವರು ಹೇಳಿದರು. ವಿಜಯನಗರ ಶ್ರೀ ಕೃಷ್ಣದೇವರಾಯ ವಿಶ್ವವಿದ್ಯಾಲಯದ 13ನೇ ವಾರ್ಷಿಕ ಘಟಿಕೋತ್ಸವದಲ್ಲಿ ಭಾಗವಹಿಸಿ ಅವರು ಮಾತನಾಡಿದರು. ರಾಷ್ಟ್ರದ ಅಭಿವೃದ್ಧಿಯಲ್ಲಿ ಶಿಕ್ಷಣ ಸಂಸ್ಥೆಗಳ ಪಾತ್ರ ಮಹತ್ವದ್ದಾಗಿದೆ. 21 ನೇ ಶತಮಾನದ ಅಗತ್ಯತೆಗೆ ಅನುಗುಣವಾಗಿ ಶಿಕ್ಷಣ ನೀಡುವ ನಿಟ್ಟಿನಲ್ಲಿ ರಾಷ್ಟ್ರೀಯ ಶಿಕ್ಷಣ ನೀತಿ ಜಾರಿಗೆ ತರಲಾಗಿದೆ. ಈ ಸಂದರ್ಭದಲ್ಲಿ 10470 ಪದವಿ ಪ್ರದಾನ ಮಾಡಲಾಯಿತು. [5,623,243,724]
story6-headline: ಲಿಂಗತ್ವ ಅಲ್ಪಸಂಖ್ಯಾತರ ಮೂಲಹಂತದ ಸಮೀಕ್ಷೆ [114,1158,614,1196]
story6-col1-text: ರಾಜ್ಯಾದ್ಯಂತ ಮಾಜಿ ದೇವದಾಸಿ ಮಹಿಳೆಯರ ಮರುಸಮೀಕ್ಷೆ 15 ರಿಂದ ಲಿಂಗತ್ವ ಅಲ್ಪಸಂಖ್ಯಾತರ ಮೂಲ ಹಂತದ ಸಮೀಕ್ಷೆ ಕಾರ್ಯಕ್ಕೆ ಮುಖ್ಯಮಂತ್ರಿ ಸಿದ್ದರಾಮಯ್ಯ ಚಾಲನೆ ನೀಡಿದರು. ವಿಧಾನಸೌಧದಲ್ಲಿ ನಡೆದ ಕಾರ್ಯಕ್ರಮದಲ್ಲಿ ಮಾಜಿ ದೇವದಾಸಿ ಮಹಿಳೆಯರ ಮರು ಸಮೀಕ್ಷೆ ಹಾಗೂ ಲಿಂಗತ್ವ ಅಲ್ಪಸಂಖ್ಯಾತರ ಸಮೀಕ್ಷೆಯ ಭಿತ್ತಿಪತ್ರ ಬಿಡುಗಡೆ ಮಾಡಲಾಯಿತು. ಸಮೀಕ್ಷೆಯು ಸೆಪ್ಟೆಂಬರ್ 15 ರಿಂದ ಪ್ರಾರಂಭವಾಗಲಿದ್ದು, 45 ದಿನಗಳಲ್ಲಿ ಪೂರ್ಣಗೊಳಿಸಲಾಗುವುದು. ಬೆಳಗಾವಿ, ವಿಜಯಪುರ, ಬಾಗಲಕೋಟೆ, ಧಾರವಾಡ, ಗದಗ, ಕೊಪ್ಪಳ, ಬಳ್ಳಾರಿ, ವಿಜಯನಗರ, ರಾಯಚೂರು, ಚಿತ್ರದುರ್ಗ, ದಾವಣಗೆರೆ, ಹಾವೇರಿ, ಶಿವಮೊಗ್ಗ ಜಿಲ್ಲೆಗಳಲ್ಲಿ ಸಮೀಕ್ಷೆ ನಡೆಯಲಿದೆ. ಪುನರ್ವಸತಿ ಕಲ್ಪಿಸಲಾಗುವುದು ಎಂದರು. ಸಮೀಕ್ಷೆ ಕಾರ್ಯ ಕೈಗೊಳ್ಳಲು ಈಗಾಗಲೇ ಪೂರ್ವ ತಯಾರಿ ಕೈಗೊಂಡಿದ್ದು, ಮೊಬೈಲ್ ಆಪ್ ಮೂಲಕ ಟ್ರಾನ್ಸ್‌ಜೆಂಡರ್ ಸಮೀಕ್ಷೆಗೆ 'KARMANI Web Application' ಅನ್ನು ಸಿದ್ಧಪಡಿಸಲಾಗಿದೆ. ಮಾಜಿ ದೇವದಾಸಿ ಮಹಿಳೆಯರ ಮರು ಸಮೀಕ್ಷೆಗೆ ಸೇವಾ ಸಿಂಧು ಹಾಗೂ ಮಾಜಿ ದೇವದಾಸಿ ಮಹಿಳೆಯರ ಮರು ಸಮೀಕ್ಷೆ ವೆಬ್ ಅಪ್ಲಿಕೇಶನ್ ಮೂಲಕ ಪ್ರತ್ಯೇಕವಾಗಿ ಎರಡು ಸಮೀಕ್ಷೆಗಳನ್ನು ಕೈಗೊಳ್ಳಲಾಗುವುದು. ಎಲ್ಲಾ ಅಂತಿಮ ಮೂಲಭೂತ ಸೌಕರ್ಯಗಳಿಂದಿಗೆ, ಲಿಂಗತ್ವ ಅಲ್ಪಸಂಖ್ಯಾತರ ಮೂಲ ಹಂತದ ಸಮೀಕ್ಷೆಯನ್ನು ರಾಜ್ಯದ ಎಲ್ಲಾ ತಾಲ್ಲೂಕು ಸರ್ಕಾರಿ ಆಸ್ಪತ್ರೆಗಳು ಮತ್ತು ಜಿಲ್ಲಾ ಸರ್ಕಾರಿ ಆಸ್ಪತ್ರೆಗಳಲ್ಲಿ [5,1209,235,1414]
school-land-box [5,480,289,558]
story3-dateline: ಬೆಂಗಳೂರು ಗ್ರಾಮಾಂತರ: [3,909,72,919]
table-header: ಅಂದಾಜು ಮೊತ್ತ [818,1250,864,1271]
story6-col2: ನಡೆಸಲಾಗುತ್ತದೆ. ಮಾಜಿ ದೇವದಾಸಿ ಮಹಿಳೆಯರ ಮರುಸಮೀಕ್ಷೆಯನ್ನು 15 ಜಿಲ್ಲೆಗಳ ತಾಲ್ಲೂಕು ಶಿಶು ಅಭಿವೃದ್ಧಿ ಯೋಜನಾಧಿಕಾರಿಗಳ ಕಚೇರಿಯಲ್ಲಿ ನಡೆಸಲಾಗುತ್ತದೆ ಎಂದರು. ಮಹಿಳಾ ಮತ್ತು ಮಕ್ಕಳ ಅಭಿವೃದ್ಧಿ, ವಿಕಲಚೇತನರ ಹಾಗೂ ಹಿರಿಯ ನಾಗರಿಕರ ಸಬಲೀಕರಣ ಇಲಾಖೆಯ ಸಚಿವರಾದ ಶ್ರೀಮತಿ ಲಕ್ಷ್ಮೀ ಹೆಬ್ಬಾಳ್ಕರ್ ಅವರು ಮಾತನಾಡಿ, ಲಿಂಗತ್ವ ಅಲ್ಪಸಂಖ್ಯಾತರ ಸಮುದಾಯದವರ ಮೂಲಹಂತ ಸಮೀಕ್ಷೆ ಕಾರ್ಯ ಕೈಗೊಳ್ಳುತ್ತಿರುವುದು ಸದರಿ ಸಮೀಕ್ಷೆಯ ವಿಶೇಷತೆಯಾಗಿದೆ. ಮಾಜಿ ದೇವದಾಸಿ ಮಹಿಳೆಯರ ಸಮೀಕ್ಷೆಯನ್ನು ಕೈಗೊಳ್ಳಲು ಗುರುತಿಸಲಾಗಿರುವ ಸಮೀಕ್ಷಾದಾರರಿಗೆ ಹಾಗೂ ದೇವದಾಸಿ [240,1381,484,1469]
rto-box-title: ಮಾಲೀಕನ ಅರಿವಿಗೆಬಾರದಂತೆ ಆರ್ ಟಿಒದಿಂದ ವಾಹನ ಹಸ್ತಾಂತರ [570,346,736,383]
notice-section2-title: ಕೊಟೇಷನ್ ಪ್ರಕಟಣೆ [813,1346,863,1355]
sidebar-ip-dateline: ಬೆಂಗಳೂರು: [757,768,790,778]
sidebar-vtu-title: ವಿಶ್ವೇಶ್ವರಯ್ಯ ತಾಂತ್ರಿಕ ವಿಶ್ವವಿದ್ಯಾಲಯವು 62 ಕ್ಕೂ ಹೆಚ್ಚು ಪ್ರತಿಷ್ಠಿತ ಕಂಪನಿಗಳೊಂದಿಗೆ ಮಹತ್ವದ ಒಪ್ಪಂದ [757,71,932,123]
story6-col3: ಪುನರ್ವಸತಿ ಯೋಜನಾ ಘಟಕದ ಅಧಿಕಾರಿಗಳಿಗೆ ತರಬೇತಿ ನೀಡಲಾಗಿದೆ. ಸಮೀಕ್ಷೆಯಲ್ಲಿ ವಿವಿಧ ಹಂತದ ತರಬೇತಿಯನ್ನು ನೀಡಲಾಗಿದೆ. ಸಮೀಕ್ಷೆಯನ್ನು ಸಮರ್ಪಕವಾಗಿ ನಡೆಸಲು ಜಿಲ್ಲಾಧಿಕಾರಿಗಳ ಅಧ್ಯಕ್ಷತೆಯಲ್ಲಿ ಸಮಿತಿ ರಚಿಸಲಾಗಿದೆ. ಮಾನವ ಸಲ್ಲಿಸುತ್ತಿರುವ ಮಾಜಿ ದೇವದಾಸಿ ಮಹಿಳೆಯರ ಮನವಿಯನ್ನು ತಾಲ್ಲೂಕು ಹಾಗೂ ಜಿಲ್ಲಾ ಮಟ್ಟದ ಸಮಿತಿ ಮುಖಾಂತರ ನಿಯಮಾನುಸಾರ ಕ್ರಮ ಕೈಗೊಂಡು ಇತ್ಯರ್ಥಪಡಿಸಲಾಗುವುದು ಎಂದರು. ಎರಡು ಸಮೀಕ್ಷೆಗಳಿಗೆ ಸಹಾಯವಾಣಿ ಸಂಖ್ಯೆ 1800 599 2025 ಅಥವಾ ಜಿಲ್ಲಾ ವ್ಯವಸ್ಥಾಪಕರು ಹಾಗೂ ಉಪನಿರ್ದೇಶಕರು, ಮಹಿಳಾ ಮತ್ತು ಮಕ್ಕಳ ಅಭಿವೃದ್ಧಿ ಇಲಾಖೆ ಹಾಗೂ ಕರ್ನಾಟಕ ರಾಜ್ಯ ಮಹಿಳಾ ಅಭಿವೃದ್ಧಿ ನಿಗಮವನ್ನು ಸಂಪರ್ಕಿಸಬಹುದು. ಕಾರ್ಯಕ್ರಮದಲ್ಲಿ ಕರ್ನಾಟಕ ರಾಜ್ಯ ಮಹಿಳಾ ಅಭಿವೃದ್ಧಿ ನಿಗಮದ ಅಧ್ಯಕ್ಷೆ ಶ್ರೀಮತಿ ಪದ್ಮಾವತಿ, ವ್ಯವಸ್ಥಾಪಕ ನಿರ್ದೇಶಕರಾದ ಮಹೇಶ್ ಬಾಬು, ಇತರೆ ಗಣ್ಯರು ಹಾಗೂ ಅಧಿಕಾರಿಗಳು ಉಪಸ್ಥಿತರಿದ್ದರು. [490,1209,726,1349]
sidebar [749,66,943,1130]
story6-photo [240,1210,460,1378]
sidebar-mushroom-body [757,396,937,620]
grey-box-title: ವಿಬಿ, ಆರ್ ಐ ಗಳ ಮಾಹಿತಿ ನೀಡಲು ಸೂಚನೆ [308,339,378,414]
photo-dais-table [295,242,735,264]
sidebar-literacy-title: 8ರಂದು ಅಂತಾರಾಷ್ಟ್ರೀಯ ಸಾಕ್ಷರತಾ ದಿನಾಚರಣೆ [757,624,914,660]
issue-date: 5.9.2025 [801,44,837,53]
story1-kicker: ಸಾರ್ವಜನಿಕರು ಸುಳ್ಳು ದೂರು ದಾಖಲಿಸಬಾರದು: ಉಪ ಲೋಕಾಯುಕ್ತ ಬಿ.ವೀರಪ್ಪ [155,66,585,86]
rto-box-text: ಮಾಲೀಕರಿಂದ ದ್ವಿಚಕ್ರ ವಾಹನ ಕೊಂಡೊಯ್ದಿದ್ದ ವ್ಯಕ್ತಿ ತನ್ನ ಹೆಸರಿಗೆ ವಾಹನ ನೋಂದಾಯಿಸಿಕೊಳ್ಳಲು ದೇವನಹಳ್ಳಿ ಆರ್ ಟಿಒ ಕಛೇರಿ ಬಳಿ ಸಹಕರಿಸಿತು ಎಂದು ಆಶ್ಚರ್ಯ ವ್ಯಕ್ತಪಡಿಸಿದ ಉಪ ಲೋಕಾಯುಕ್ತರು, ವಾಹನ ಮಾಲೀಕರ ಸಹಿ ಹಾಗೂ ಆಧಾರ್ ಕಾರ್ಡ್ ಪಡೆಯದೇ ಹೇಗೆ ನೊಂದಣಿ ಮಾಡಿದಿರಿ ತಕ್ಷಣ ಆರ್ ಟಿ ಓ ವಿರುದ್ಧ ದೂರು ದಾಖಲಿಸಿ ಎಂದರು. ಎಂದಾಗ ಆರ್.ಟಿ.ಓ ಅಧಿಕಾರಿಗಳು ವಾಪಸ್ ಮೂಲ ಮಾಲೀಕರಿಗೆ ದಾಖಲೆ ವರ್ಗಾಯಿಸಲಾಗುವುದೆಂದರು. [571,385,735,459]
table-header: ಟೆಂಡರ್ ಫಾರಂ ಶುಲ್ಕ ಮೊತ್ತ [899,1250,940,1271]
banner-name: ಶ್ರೀ ಬಿ.ವೀರಪ್ಪ [485,167,526,177]
story4-text: ವಿಶ್ವೇಶ್ವರಯ್ಯ ತಾಂತ್ರಿಕ ವಿಶ್ವವಿದ್ಯಾಲಯ (ವಿಟಿಯು), ಬೆಳಗಾವಿಯು ಇಂದು ಬೆಂಗಳೂರಿನ ನಾಗರಭಾವಿ ಕ್ಯಾಂಪಸ್‌ನಲ್ಲಿ 62 ಕ್ಕೂ ಹೆಚ್ಚು ಪ್ರತಿಷ್ಠಿತ ಕಂಪನಿಗಳು ಮತ್ತು ಪ್ರಮುಖ ಇಂಟರ್ನ್‌ಶಿಪ್ ಪೂರೈಕೆದಾರರೊಂದಿಗೆ ಮಹತ್ವದ ಒಪ್ಪಂದಕ್ಕೆ ಸಹಿ ಮಾಡಿತು. ಈ ಉಪಕ್ರಮವು ಉದ್ಯಮ-ಶೈಕ್ಷಣಿಕ ಸಹಯೋಗವನ್ನು ಬಲಪಡಿಸುವಲ್ಲಿ ಮತ್ತು ಕರ್ನಾಟಕದಾದ್ಯಂತ ವಿಶ್ವೇಶ್ವರಯ್ಯ ತಾಂತ್ರಿಕ ವಿಶ್ವವಿದ್ಯಾಲಯದ ವಿದ್ಯಾರ್ಥಿಗಳಿಗೆ ರಚನಾತ್ಮಕ ಇಂಟರ್ನ್‌ಶಿಪ್ ಅವಕಾಶಗಳನ್ನು ಒದಗಿಸುವಲ್ಲಿ ಒಂದು ಮೈಲಿಗಲ್ಲನ್ನು ಸೃಷ್ಟಿಸಿದೆ. ವಿಶ್ವೇಶ್ವರಯ್ಯ ತಾಂತ್ರಿಕ ವಿಶ್ವವಿದ್ಯಾಲಯದ ಉಪಕುಲಪತಿ ವಿದ್ಯಾಶಂಕರ್ ಎಸ್. ಅವರು ಒಪ್ಪಂದಕ್ಕೆ ಸಹಿ ಮಾಡಿ ಮಾತನಾಡಿದರು. ಗ್ರಾಮೀಣ ವಿದ್ಯಾರ್ಥಿಗಳು ಈ ಸಹಯೋಗಗಳಿಂದ ಗರಿಷ್ಠ ಪ್ರಯೋಜನವನ್ನು ಪಡೆಯಬೇಕು. ಇಂಟರ್ನ್‌ಶಿಪ್‌ಗಳು ಕೌಶಲ್ಯ ವರ್ಧನೆಗೆ ವೇದಿಕೆಯಷ್ಟೇ ಅಲ್ಲ, ಶೈಕ್ಷಣಿಕ ಜ್ಞಾನ ಮತ್ತು ಕೈಗಾರಿಕಾ ಅಭ್ಯಾಸಗಳ ನಡುವಿನ ಅಂತರವನ್ನು ಕಡಿಮೆ ಮಾಡಲು ಒಂದು ಮೆಟ್ಟಿಲು ಸಹ ಎಂದು ಹೇಳಿದರು. [280,919,526,1059]
notice-para2: ಟೆಂಡರ್ ದಾಖಲೆಗಳನ್ನು ಈ ಕಛೇರಿಯಿಂದ ಪಡೆದುಕೊಳ್ಳಬಹುದಾಗಿದ್ದು, ಭರ್ತಿ ಮಾಡಿದ ಟೆಂಡರ್‌ಗಳನ್ನು ಸಲ್ಲಿಸಲು ಕೊನೆಯ ದಿನಾಂಕ:- 20/09/2025ರಂದು ಸಂಜೆ 16:00 ಘಂಟೆಯವರೆಗೆ. ದರಗಳನ್ನು ಅದೇ ದಿನ ಸಂಜೆ 16:30 ಘಂಟೆಗೆ ತೆರೆಯಲಾಗುವುದು. ಹೆಚ್ಚಿನ ವಿವರಗಳನ್ನು ಕಛೇರಿಯ ಆರೋಗ್ಯ ಶಾಖೆಯಿಂದ ಪಡೆದುಕೊಳ್ಳಬಹುದಾಗಿದೆ. [739,1306,938,1344]
grey-box-text: ಕಳೆದ ಮೂರು ವರ್ಷಗಳಲ್ಲಿ ಜಿಲ್ಲೆಯಲ್ಲಿ ಸೇವೆ ಸಲ್ಲಿಸಿರುವ ಗ್ರಾಮಲೆಕ್ಕಿಗರು, ಕಂದಾಯ ನಿರೀಕ್ಷಕರ ಕುಟುಂಬ ವಿವರ, ಆಸ್ತಿ ವಿವರ, ಅವಲಂಬಿತ ಸದಸ್ಯರ ವಿವರವನ್ನು ಒಳಗೊಂಡ ಸಂಪೂರ್ಣ ಮಾಹಿತಿಯನ್ನು ಒಂದು ತಿಂಗಳ ಒಳಗಾಗಿ ವರದಿ ನೀಡಿ ಎಂದು ಎಸಿಗೆ ಸೂಚಿಸಿದರು. [304,418,382,515]
sidebar-vtu-body [757,124,937,372]
